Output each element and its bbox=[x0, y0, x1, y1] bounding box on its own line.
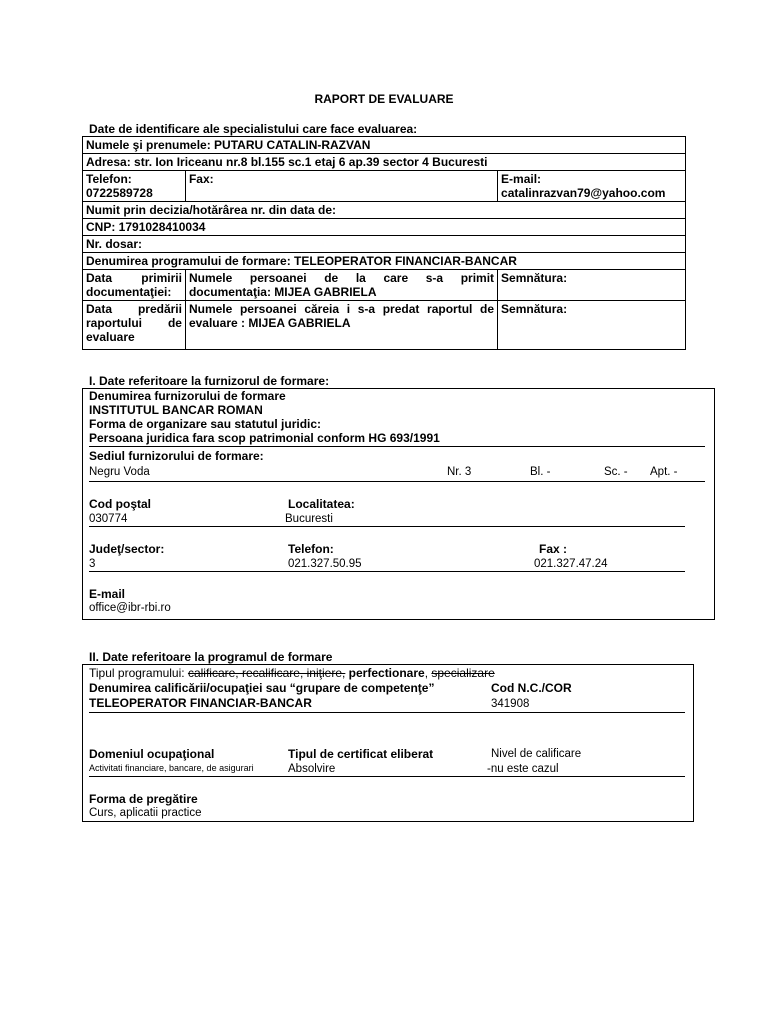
qualification-label: Denumirea calificării/ocupaţiei sau “grupare de competenţe” bbox=[89, 681, 435, 695]
evaluator-table bbox=[82, 136, 686, 350]
training-form-label: Forma de pregătire bbox=[89, 792, 198, 806]
level-value: -nu este cazul bbox=[487, 763, 559, 775]
program-type-comma: , bbox=[424, 666, 432, 680]
delivery-person-cell bbox=[185, 301, 497, 350]
qualification-value: TELEOPERATOR FINANCIAR-BANCAR bbox=[89, 696, 312, 710]
locality-label: Localitatea: bbox=[288, 497, 355, 511]
evaluator-email-value: catalinrazvan79@yahoo.com bbox=[501, 186, 666, 200]
org-form-label: Forma de organizare sau statutul juridic: bbox=[89, 417, 322, 431]
postal-label: Cod poştal bbox=[89, 497, 151, 511]
county-value: 3 bbox=[89, 558, 96, 570]
training-form-value: Curs, aplicatii practice bbox=[89, 807, 202, 819]
provider-phone-label: Telefon: bbox=[288, 542, 334, 556]
delivery-date-line2: raportului de bbox=[86, 316, 182, 330]
evaluator-email-label: E-mail: bbox=[501, 172, 542, 186]
seat-street: Negru Voda bbox=[89, 466, 150, 478]
receipt-signature-cell: Semnătura: bbox=[498, 270, 686, 301]
evaluator-program-row: Denumirea programului de formare: TELEOPERATOR FINANCIAR-BANCAR bbox=[83, 253, 686, 270]
section2-heading: II. Date referitoare la programul de formare bbox=[89, 650, 333, 664]
receipt-person-cell bbox=[185, 270, 497, 301]
postal-underline bbox=[89, 526, 685, 527]
postal-value: 030774 bbox=[89, 513, 128, 525]
provider-name: INSTITUTUL BANCAR ROMAN bbox=[89, 403, 263, 417]
evaluator-name-row: Numele şi prenumele: PUTARU CATALIN-RAZVAN bbox=[83, 137, 686, 154]
evaluator-fax-cell: Fax: bbox=[185, 171, 497, 202]
evaluator-phone-cell bbox=[83, 171, 186, 202]
delivery-date-line1: Data predării bbox=[86, 302, 182, 316]
domain-underline bbox=[89, 776, 685, 777]
qualification-underline bbox=[89, 712, 685, 713]
evaluator-dosar-row: Nr. dosar: bbox=[83, 236, 686, 253]
org-form-value: Persoana juridica fara scop patrimonial conform HG 693/1991 bbox=[89, 431, 440, 445]
section1-heading: I. Date referitoare la furnizorul de formare: bbox=[89, 374, 330, 388]
program-type-struck2: specializare bbox=[431, 666, 495, 680]
certificate-label: Tipul de certificat eliberat bbox=[288, 747, 434, 761]
receipt-date-line1: Data primirii bbox=[86, 271, 182, 285]
delivery-person-line1: Numele persoanei căreia i s-a predat raportul de bbox=[188, 302, 495, 316]
provider-phone-value: 021.327.50.95 bbox=[288, 558, 362, 570]
evaluator-phone-value: 0722589728 bbox=[86, 186, 153, 200]
receipt-person-line2: documentaţia: MIJEA GABRIELA bbox=[188, 285, 377, 299]
seat-bl: Bl. - bbox=[530, 466, 551, 478]
provider-email-value: office@ibr-rbi.ro bbox=[89, 602, 171, 614]
locality-value: Bucuresti bbox=[285, 513, 333, 525]
provider-label: Denumirea furnizorului de formare bbox=[89, 389, 286, 403]
evaluator-address-row: Adresa: str. Ion Iriceanu nr.8 bl.155 sc.1 etaj 6 ap.39 sector 4 Bucuresti bbox=[83, 154, 686, 171]
section0-heading: Date de identificare ale specialistului care face evaluarea: bbox=[89, 122, 418, 136]
delivery-person-line2: evaluare : MIJEA GABRIELA bbox=[188, 316, 351, 330]
program-type-struck: calificare, recalificare, iniţiere, bbox=[187, 666, 346, 680]
org-form-underline bbox=[89, 446, 705, 447]
provider-email-label: E-mail bbox=[89, 587, 126, 601]
cod-label: Cod N.C./COR bbox=[491, 681, 572, 695]
delivery-date-line3: evaluare bbox=[86, 330, 135, 344]
program-type-selected: perfectionare bbox=[348, 666, 425, 680]
seat-underline bbox=[89, 481, 705, 482]
provider-fax-label: Fax : bbox=[539, 542, 568, 556]
county-underline bbox=[89, 571, 685, 572]
evaluator-cnp-row: CNP: 1791028410034 bbox=[83, 219, 686, 236]
program-type-label: Tipul programului: bbox=[89, 666, 188, 680]
certificate-value: Absolvire bbox=[288, 763, 336, 775]
receipt-person-line1: Numele persoanei de la care s-a primit bbox=[188, 271, 495, 285]
evaluator-decision-row: Numit prin decizia/hotărârea nr. din data de: bbox=[83, 202, 686, 219]
evaluator-email-cell bbox=[498, 171, 686, 202]
delivery-date-cell bbox=[83, 301, 186, 350]
delivery-signature-cell: Semnătura: bbox=[498, 301, 686, 350]
receipt-date-cell bbox=[83, 270, 186, 301]
level-label: Nivel de calificare bbox=[491, 748, 582, 760]
provider-fax-value: 021.327.47.24 bbox=[534, 558, 608, 570]
seat-label: Sediul furnizorului de formare: bbox=[89, 449, 264, 463]
domain-value: Activitati financiare, bancare, de asigurari bbox=[89, 763, 254, 773]
county-label: Judeţ/sector: bbox=[89, 542, 165, 556]
cod-value: 341908 bbox=[491, 698, 530, 710]
document-title: RAPORT DE EVALUARE bbox=[314, 92, 454, 106]
receipt-date-line2: documentaţiei: bbox=[86, 285, 172, 299]
program-type-row bbox=[89, 666, 495, 680]
seat-nr: Nr. 3 bbox=[447, 466, 472, 478]
evaluator-phone-label: Telefon: bbox=[86, 172, 132, 186]
domain-label: Domeniul ocupaţional bbox=[89, 747, 215, 761]
seat-apt: Apt. - bbox=[650, 466, 678, 478]
seat-sc: Sc. - bbox=[604, 466, 628, 478]
